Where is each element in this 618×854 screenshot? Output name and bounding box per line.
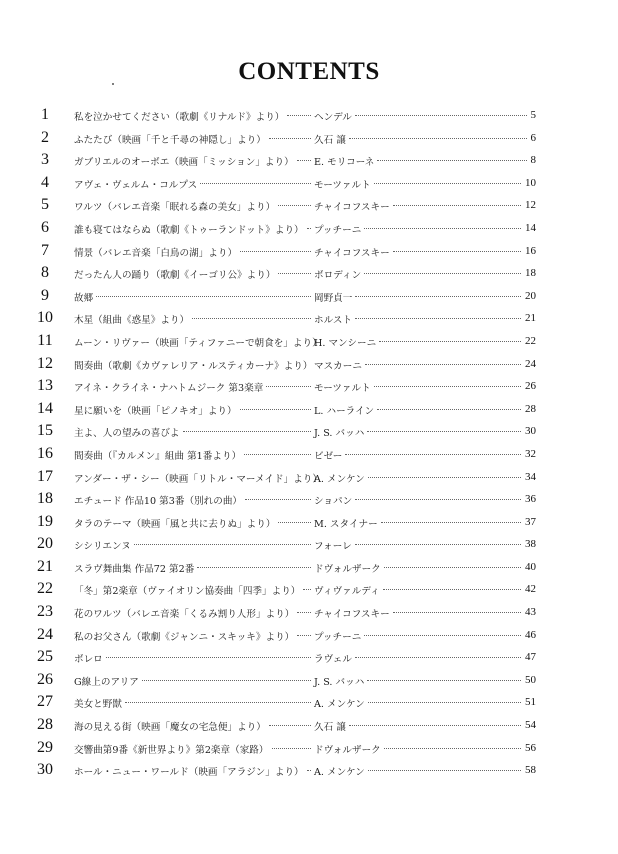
entry-composer: チャイコフスキー: [314, 247, 390, 259]
entry-number: 6: [41, 218, 49, 236]
entry-number: 30: [37, 761, 53, 779]
entry-composer: ラヴェル: [314, 654, 352, 666]
dot-leader: [307, 770, 311, 771]
dot-leader: [287, 115, 311, 116]
entry-page: 6: [530, 131, 536, 144]
toc-row[interactable]: [0, 443, 618, 466]
entry-composer: H. マンシーニ: [314, 337, 377, 349]
entry-number: 11: [37, 331, 53, 349]
toc-list: [0, 104, 618, 782]
entry-title: ムーン・リヴァー（映画「ティファニーで朝食を」より）: [74, 337, 322, 349]
dot-leader: [244, 454, 311, 455]
dot-leader: [355, 657, 521, 658]
dot-leader: [345, 454, 521, 455]
entry-title: 花のワルツ（バレエ音楽「くるみ割り人形」より）: [74, 609, 295, 621]
dot-leader: [355, 115, 527, 116]
toc-row[interactable]: [0, 149, 618, 172]
entry-page: 58: [525, 764, 536, 777]
toc-row[interactable]: [0, 488, 618, 511]
dot-leader: [367, 431, 521, 432]
entry-number: 8: [41, 264, 49, 282]
dot-leader: [365, 364, 521, 365]
toc-row[interactable]: [0, 172, 618, 195]
entry-page: 30: [525, 425, 536, 438]
entry-number: 28: [37, 716, 53, 734]
toc-row[interactable]: [0, 127, 618, 150]
entry-title: 私のお父さん（歌劇《ジャンニ・スキッキ》より）: [74, 631, 295, 643]
entry-number: 15: [37, 422, 53, 440]
toc-row[interactable]: [0, 353, 618, 376]
entry-page: 26: [525, 380, 536, 393]
toc-row[interactable]: [0, 669, 618, 692]
dot-leader: [377, 409, 521, 410]
entry-composer: A. メンケン: [314, 473, 365, 485]
dot-leader: [383, 589, 521, 590]
toc-row[interactable]: [0, 398, 618, 421]
entry-number: 1: [41, 106, 49, 123]
entry-page: 56: [525, 741, 536, 754]
dot-leader: [367, 680, 521, 681]
toc-row[interactable]: [0, 330, 618, 353]
entry-title: エチュード 作品10 第3番（別れの曲）: [74, 496, 243, 508]
entry-composer: J. S. バッハ: [314, 428, 365, 440]
entry-composer: ドヴォルザーク: [314, 744, 381, 756]
dot-leader: [96, 296, 311, 297]
entry-title: 主よ、人の望みの喜びよ: [74, 428, 180, 440]
dot-leader: [245, 499, 311, 500]
entry-composer: モーツァルト: [314, 179, 371, 191]
dot-leader: [269, 725, 311, 726]
dot-leader: [183, 431, 311, 432]
entry-composer: 久石 譲: [314, 722, 346, 734]
toc-row[interactable]: [0, 601, 618, 624]
entry-page: 5: [530, 109, 536, 121]
entry-title: アンダー・ザ・シー（映画「リトル・マーメイド」より）: [74, 473, 322, 485]
entry-title: 私を泣かせてください（歌劇《リナルド》より）: [74, 112, 285, 123]
entry-title: 海の見える街（映画「魔女の宅急便」より）: [74, 722, 266, 734]
entry-composer: ヴィヴァルディ: [314, 586, 380, 598]
entry-page: 8: [530, 154, 536, 167]
entry-title: ガブリエルのオーボエ（映画「ミッション」より）: [74, 157, 294, 169]
toc-row[interactable]: [0, 511, 618, 534]
entry-composer: フォーレ: [314, 541, 352, 553]
entry-number: 2: [41, 128, 49, 146]
entry-number: 3: [41, 151, 49, 169]
entry-page: 50: [525, 673, 536, 686]
toc-row[interactable]: [0, 556, 618, 579]
entry-title: 「冬」第2楽章（ヴァイオリン協奏曲「四季」より）: [74, 586, 301, 598]
dot-leader: [269, 138, 311, 139]
dot-leader: [364, 635, 521, 636]
dot-leader: [200, 183, 311, 184]
dot-leader: [272, 748, 311, 749]
toc-row[interactable]: [0, 578, 618, 601]
dot-leader: [368, 702, 521, 703]
dot-leader: [240, 409, 311, 410]
dot-leader: [297, 635, 311, 636]
entry-number: 14: [37, 399, 53, 417]
entry-composer: L. ハーライン: [314, 405, 375, 417]
dot-leader: [368, 770, 521, 771]
dot-leader: [297, 160, 311, 161]
toc-row[interactable]: [0, 262, 618, 285]
entry-number: 21: [37, 557, 53, 575]
entry-title: 誰も寝てはならぬ（歌劇《トゥーランドット》より）: [74, 224, 304, 236]
entry-number: 13: [37, 377, 53, 395]
dot-leader: [307, 228, 311, 229]
dot-leader: [368, 477, 521, 478]
entry-composer: プッチーニ: [314, 631, 362, 643]
toc-row[interactable]: [0, 217, 618, 240]
entry-page: 22: [525, 334, 536, 347]
entry-page: 43: [525, 606, 536, 619]
entry-composer: ビゼー: [314, 450, 343, 462]
toc-row[interactable]: [0, 646, 618, 669]
entry-number: 25: [37, 648, 53, 666]
entry-composer: チャイコフスキー: [314, 609, 390, 621]
dot-leader: [364, 228, 521, 229]
entry-title: 交響曲第9番《新世界より》第2楽章（家路）: [74, 744, 269, 756]
entry-page: 28: [525, 402, 536, 415]
toc-row[interactable]: [0, 285, 618, 308]
entry-number: 17: [37, 467, 53, 485]
dot-leader: [134, 544, 311, 545]
entry-page: 16: [525, 244, 536, 257]
entry-composer: ショパン: [314, 496, 353, 508]
entry-number: 4: [41, 173, 49, 191]
dot-leader: [355, 499, 521, 500]
toc-row[interactable]: [0, 240, 618, 263]
dot-leader: [393, 612, 521, 613]
dot-leader: [106, 657, 311, 658]
entry-title: ワルツ（バレエ音楽「眠れる森の美女」より）: [74, 202, 276, 214]
entry-title: 星に願いを（映画「ピノキオ」より）: [74, 405, 237, 417]
entry-title: アヴェ・ヴェルム・コルプス: [74, 179, 198, 191]
dot-leader: [297, 612, 311, 613]
entry-page: 51: [525, 696, 536, 709]
entry-page: 36: [525, 493, 536, 506]
dot-leader: [377, 160, 527, 161]
entry-page: 38: [525, 538, 536, 551]
dot-leader: [349, 725, 521, 726]
entry-number: 20: [37, 535, 53, 553]
toc-row[interactable]: [0, 194, 618, 217]
entry-composer: 久石 譲: [314, 134, 346, 146]
entry-page: 42: [525, 583, 536, 596]
entry-number: 10: [37, 309, 53, 327]
toc-row[interactable]: [0, 307, 618, 330]
toc-row[interactable]: [0, 737, 618, 760]
entry-page: 34: [525, 470, 536, 483]
entry-composer: プッチーニ: [314, 224, 362, 236]
toc-row[interactable]: [0, 420, 618, 443]
entry-title: ふたたび（映画「千と千尋の神隠し」より）: [74, 134, 266, 146]
dot-leader: [355, 318, 521, 319]
entry-page: 10: [525, 176, 536, 189]
entry-title: 間奏曲（歌劇《カヴァレリア・ルスティカーナ》より）: [74, 360, 313, 372]
dot-leader: [278, 205, 311, 206]
dot-leader: [303, 589, 311, 590]
entry-composer: マスカーニ: [314, 360, 362, 372]
toc-row[interactable]: [0, 375, 618, 398]
dot-leader: [364, 273, 521, 274]
entry-page: 32: [525, 447, 536, 460]
entry-number: 23: [37, 603, 53, 621]
dot-leader: [393, 205, 521, 206]
toc-row[interactable]: [0, 624, 618, 647]
entry-page: 40: [525, 560, 536, 573]
entry-page: 18: [525, 267, 536, 280]
toc-row[interactable]: [0, 104, 618, 127]
entry-title: スラヴ舞曲集 作品72 第2番: [74, 563, 195, 575]
entry-page: 37: [525, 515, 536, 528]
dot-leader: [379, 341, 521, 342]
entry-composer: ホルスト: [314, 315, 353, 327]
dot-leader: [278, 522, 311, 523]
entry-composer: A. メンケン: [314, 767, 365, 779]
entry-composer: ボロディン: [314, 270, 362, 282]
entry-title: アイネ・クライネ・ナハトムジーク 第3楽章: [74, 383, 264, 395]
dot-leader: [374, 183, 521, 184]
dot-leader: [355, 296, 521, 297]
entry-title: ボレロ: [74, 654, 103, 666]
dot-leader: [125, 702, 311, 703]
entry-page: 24: [525, 357, 536, 370]
entry-composer: ヘンデル: [314, 112, 352, 123]
entry-title: ホール・ニュー・ワールド（映画「アラジン」より）: [74, 767, 304, 779]
entry-number: 12: [37, 354, 53, 372]
entry-number: 22: [37, 580, 53, 598]
entry-composer: ドヴォルザーク: [314, 563, 381, 575]
dot-leader: [266, 386, 311, 387]
toc-row[interactable]: [0, 533, 618, 556]
entry-number: 19: [37, 512, 53, 530]
entry-page: 12: [525, 199, 536, 212]
page-title: CONTENTS: [238, 58, 380, 85]
entry-composer: チャイコフスキー: [314, 202, 390, 214]
entry-title: 美女と野獣: [74, 699, 122, 711]
entry-number: 5: [41, 196, 49, 214]
entry-page: 46: [525, 628, 536, 641]
entry-number: 24: [37, 625, 53, 643]
toc-row[interactable]: [0, 466, 618, 489]
entry-title: シシリエンヌ: [74, 541, 131, 553]
toc-row[interactable]: [0, 759, 618, 782]
dot-leader: [197, 567, 311, 568]
entry-page: 54: [525, 719, 536, 732]
entry-number: 18: [37, 490, 53, 508]
entry-composer: A. メンケン: [314, 699, 365, 711]
dot-leader: [355, 544, 521, 545]
entry-page: 20: [525, 289, 536, 302]
entry-title: G線上のアリア: [74, 676, 139, 688]
entry-title: 木星（組曲《惑星》より）: [74, 315, 190, 327]
entry-page: 14: [525, 221, 536, 234]
dot-leader: [374, 386, 521, 387]
entry-composer: モーツァルト: [314, 383, 371, 395]
entry-composer: J. S. バッハ: [314, 676, 365, 688]
dot-leader: [142, 680, 311, 681]
entry-number: 7: [41, 241, 49, 259]
dot-leader: [349, 138, 527, 139]
dot-leader: [384, 748, 521, 749]
entry-title: だったん人の踊り（歌劇《イーゴリ公》より）: [74, 270, 276, 282]
dot-leader: [393, 251, 521, 252]
toc-row[interactable]: [0, 691, 618, 714]
entry-composer: M. スタイナー: [314, 518, 378, 530]
entry-number: 27: [37, 693, 53, 711]
dot-leader: [381, 522, 521, 523]
dot-leader: [278, 273, 311, 274]
entry-title: 故郷: [74, 292, 94, 304]
toc-row[interactable]: [0, 714, 618, 737]
entry-title: タラのテーマ（映画「風と共に去りぬ」より）: [74, 518, 276, 530]
entry-title: 間奏曲（『カルメン』組曲 第1番より）: [74, 450, 242, 462]
entry-page: 21: [525, 312, 536, 325]
entry-number: 26: [37, 670, 53, 688]
dot-leader: [240, 251, 311, 252]
entry-number: 16: [37, 444, 53, 462]
entry-page: 47: [525, 651, 536, 664]
entry-number: 9: [41, 286, 49, 304]
entry-composer: E. モリコーネ: [314, 157, 375, 169]
entry-title: 情景（バレエ音楽「白鳥の湖」より）: [74, 247, 238, 259]
entry-composer: 岡野貞一: [314, 292, 353, 304]
dot-leader: [384, 567, 521, 568]
dot-leader: [192, 318, 311, 319]
entry-number: 29: [37, 738, 53, 756]
